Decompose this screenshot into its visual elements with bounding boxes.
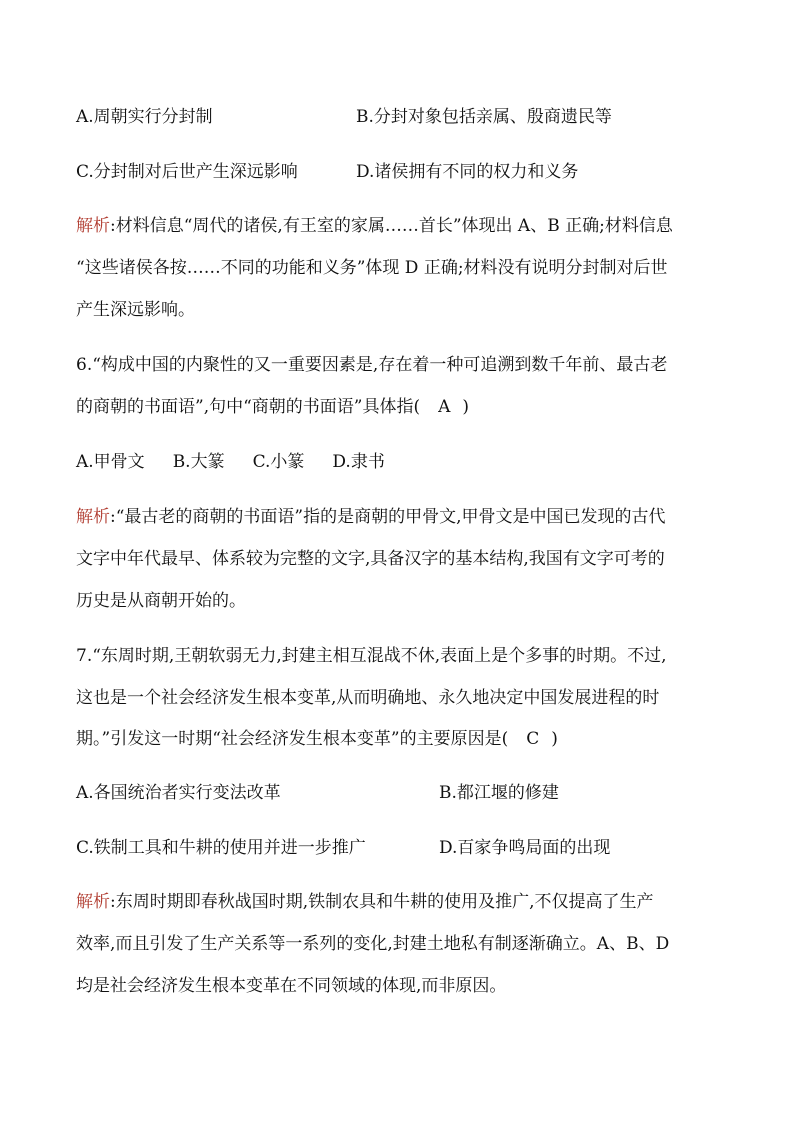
q6-options <box>76 450 413 474</box>
q7-question-text-3: 期。”引发这一时期“社会经济发生根本变革”的主要原因是( <box>76 729 509 749</box>
q7-analysis-line-1 <box>76 890 654 914</box>
q6-question-close-paren: ) <box>462 397 470 417</box>
q5-option-d: D.诸侯拥有不同的权力和义务 <box>356 162 579 182</box>
q7-question-line-1: 7.“东周时期,王朝软弱无力,封建主相互混战不休,表面上是个多事的时期。不过, <box>76 646 667 666</box>
q5-analysis-label: 解析 <box>76 216 110 236</box>
q6-analysis-line-3: 历史是从商朝开始的。 <box>76 591 246 611</box>
q5-analysis-line-1 <box>76 214 673 238</box>
q6-analysis-line-2: 文字中年代最早、体系较为完整的文字,具备汉字的基本结构,我国有文字可考的 <box>76 549 665 569</box>
q6-question-text-2: 的商朝的书面语”,句中“商朝的书面语”具体指( <box>76 397 421 417</box>
q6-answer: A <box>438 397 451 417</box>
q6-question-line-1: 6.“构成中国的内聚性的又一重要因素是,存在着一种可追溯到数千年前、最古老 <box>76 355 668 375</box>
q6-analysis-line-1 <box>76 505 666 529</box>
q5-analysis-line-3: 产生深远影响。 <box>76 300 195 320</box>
q7-question-close-paren: ) <box>551 729 558 749</box>
q7-analysis-line-3: 均是社会经济发生根本变革在不同领域的体现,而非原因。 <box>76 976 507 996</box>
q7-analysis-text-1: :东周时期即春秋战国时期,铁制农具和牛耕的使用及推广,不仅提高了生产 <box>110 892 654 912</box>
q7-option-a: A.各国统治者实行变法改革 <box>76 783 281 803</box>
q7-answer: C <box>526 729 540 749</box>
q5-analysis-line-2: “这些诸侯各按……不同的功能和义务”体现 D 正确;材料没有说明分封制对后世 <box>76 258 668 278</box>
q7-option-b: B.都江堰的修建 <box>439 783 559 803</box>
q6-analysis-text-1: :“最古老的商朝的书面语”指的是商朝的甲骨文,甲骨文是中国已发现的古代 <box>110 507 666 527</box>
q6-analysis-label: 解析 <box>76 507 110 527</box>
q6-option-d: D.隶书 <box>332 452 385 472</box>
q5-analysis-text-1: :材料信息“周代的诸侯,有王室的家属……首长”体现出 A、B 正确;材料信息 <box>110 216 673 236</box>
q6-question-line-2 <box>76 395 469 419</box>
q7-analysis-label: 解析 <box>76 892 110 912</box>
q5-option-a: A.周朝实行分封制 <box>76 107 213 127</box>
q5-option-b: B.分封对象包括亲属、殷商遗民等 <box>356 107 612 127</box>
q7-option-c: C.铁制工具和牛耕的使用并进一步推广 <box>76 838 366 858</box>
q7-question-line-3 <box>76 727 558 751</box>
q6-option-a: A.甲骨文 <box>76 452 145 472</box>
q7-option-d: D.百家争鸣局面的出现 <box>439 838 611 858</box>
q7-question-line-2: 这也是一个社会经济发生根本变革,从而明确地、永久地决定中国发展进程的时 <box>76 688 660 708</box>
q7-analysis-line-2: 效率,而且引发了生产关系等一系列的变化,封建土地私有制逐渐确立。A、B、D <box>76 934 670 954</box>
q6-option-b: B.大篆 <box>172 452 225 472</box>
q6-option-c: C.小篆 <box>252 452 305 472</box>
q5-option-c: C.分封制对后世产生深远影响 <box>76 162 298 182</box>
